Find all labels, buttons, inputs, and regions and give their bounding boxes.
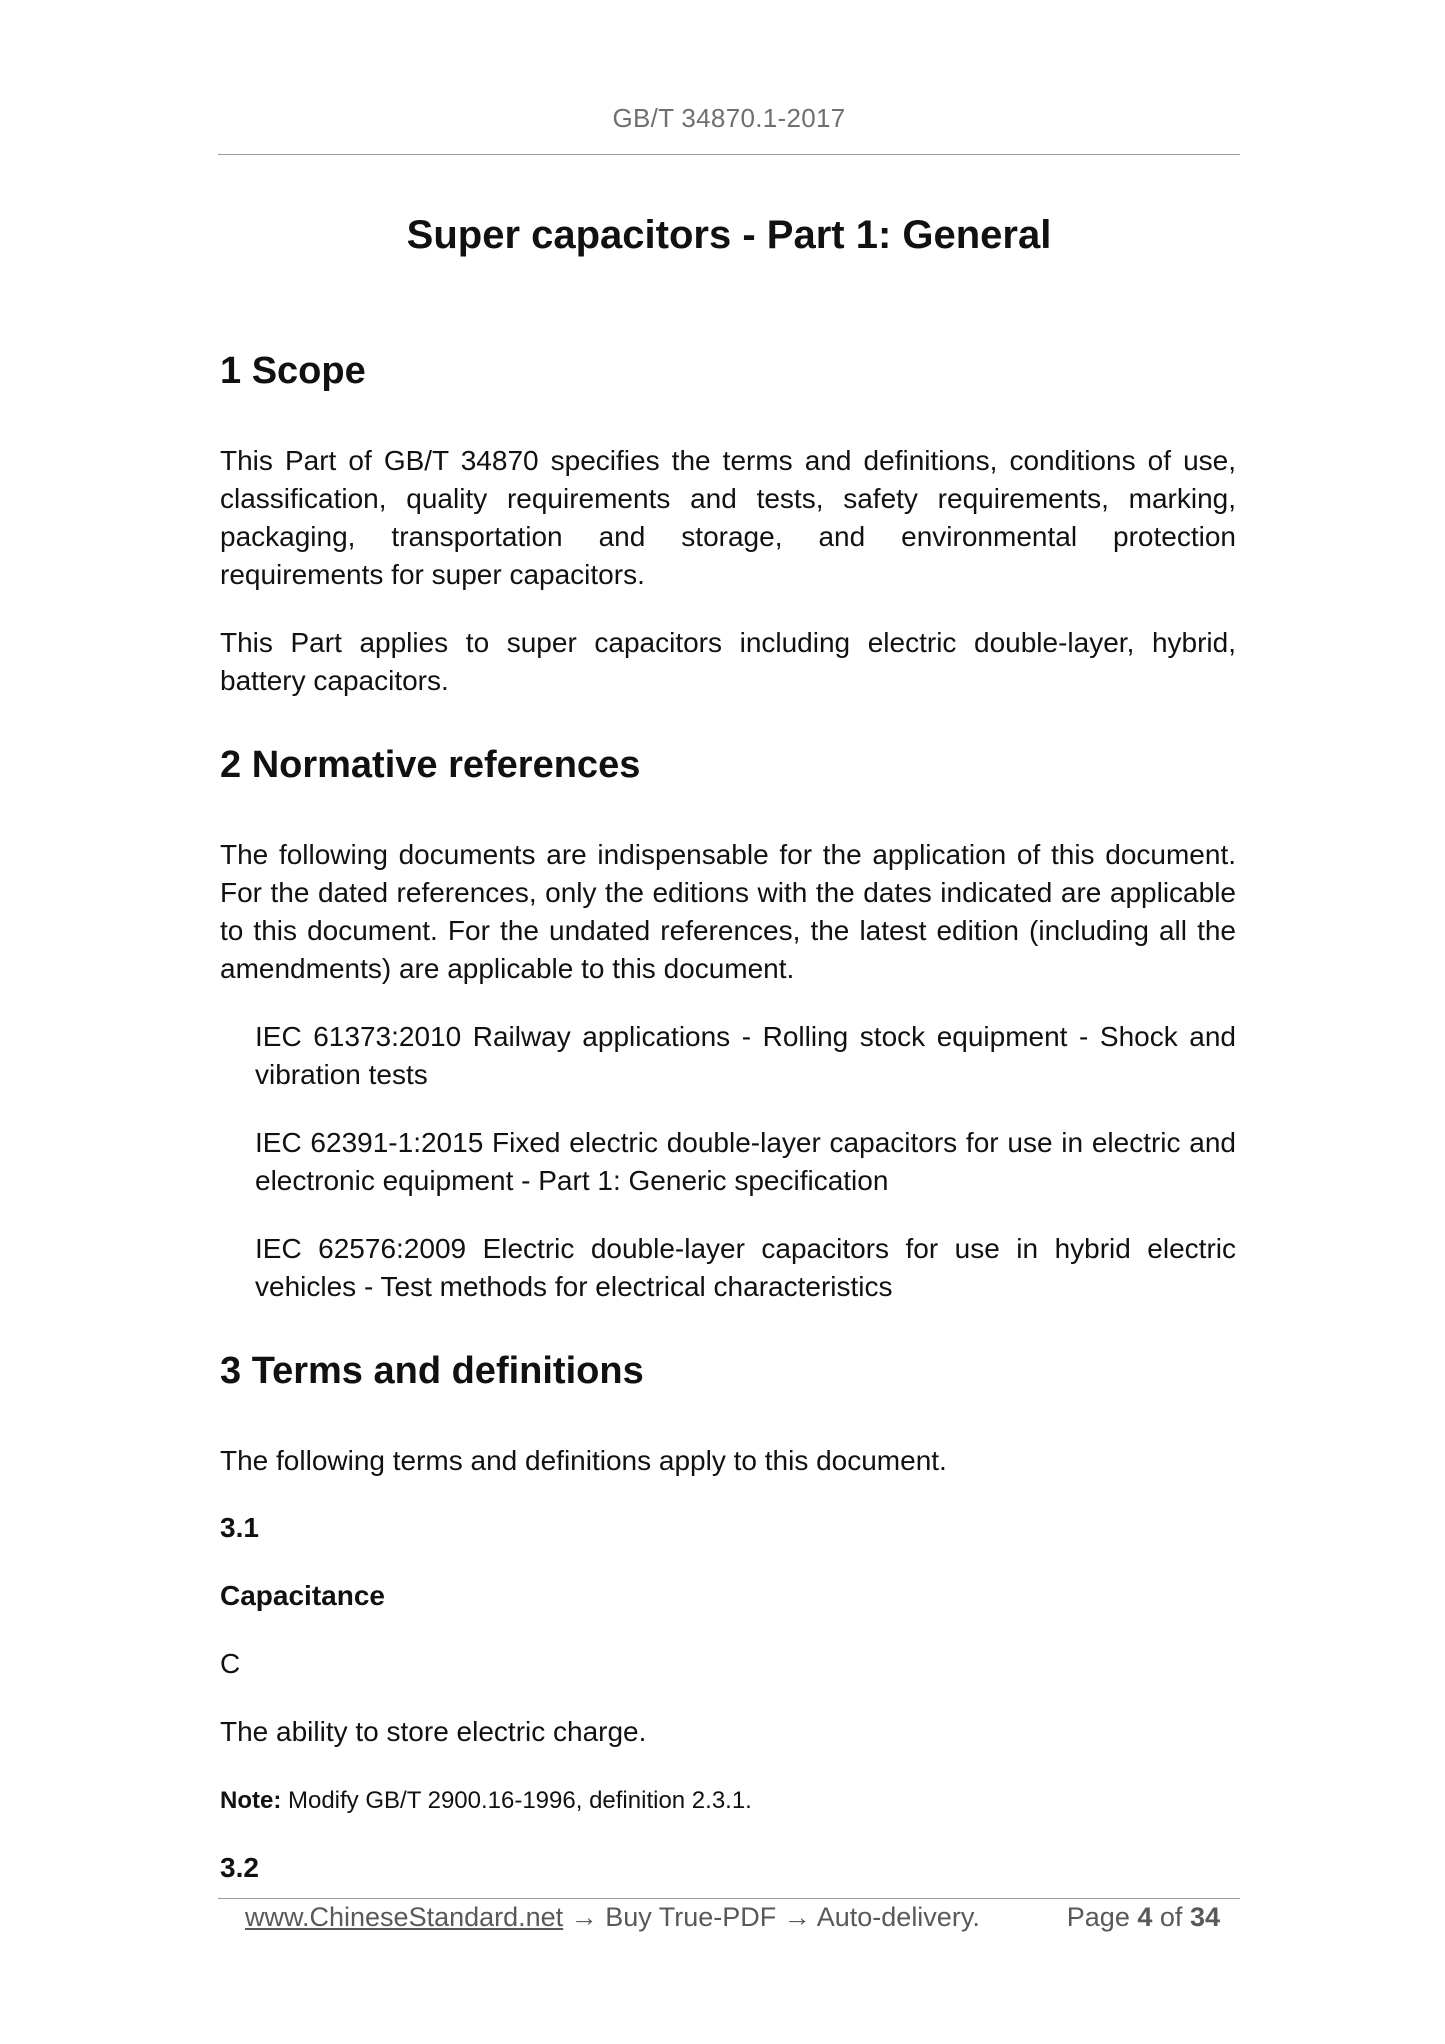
footer-rule: [218, 1898, 1240, 1899]
section-3-intro: The following terms and definitions apply to this document.: [220, 1445, 947, 1476]
footer: [245, 1902, 1220, 1938]
term-definition: The ability to store electric charge.: [220, 1716, 647, 1747]
section-1-heading: 1 Scope: [220, 350, 366, 392]
section-1-paragraph-1: This Part of GB/T 34870 specifies the terms and definitions, conditions of use, classification, quality requirements and tests, safety requirements, marking, packaging, transportation and storage, and environmental protection requirements for super capacitors.: [220, 445, 1236, 590]
footer-text: → Buy True-PDF → Auto-delivery.: [563, 1902, 980, 1932]
section-2-heading: 2 Normative references: [220, 744, 641, 786]
note-label: Note:: [220, 1787, 282, 1814]
term-symbol: C: [220, 1648, 241, 1679]
term-number: 3.1: [220, 1512, 259, 1543]
footer-website-link[interactable]: www.ChineseStandard.net: [245, 1902, 564, 1932]
page-total: 34: [1189, 1902, 1220, 1932]
of-label: of: [1159, 1902, 1183, 1932]
reference-item: IEC 62391-1:2015 Fixed electric double-layer capacitors for use in electric and electronic equipment - Part 1: Generic specification: [255, 1127, 1236, 1196]
header-doc-id: GB/T 34870.1-2017: [612, 103, 846, 133]
page-indicator: [1067, 1902, 1220, 1933]
section-2-intro: The following documents are indispensable for the application of this document. For the dated references, only the editions with the dates indicated are applicable to this document. For the undated references, the latest edition (including all the amendments) are applicable to this document.: [220, 839, 1236, 984]
header-rule: [218, 154, 1240, 155]
reference-item: IEC 62576:2009 Electric double-layer capacitors for use in hybrid electric vehicles - Test methods for electrical characteristics: [255, 1233, 1236, 1302]
term-number: 3.2: [220, 1852, 259, 1883]
page-number: 4: [1137, 1902, 1153, 1932]
page-label: Page: [1066, 1902, 1130, 1932]
term-name: Capacitance: [220, 1580, 385, 1611]
note-text: Modify GB/T 2900.16-1996, definition 2.3.1.: [281, 1787, 752, 1814]
document-title: Super capacitors - Part 1: General: [406, 213, 1052, 257]
section-3-heading: 3 Terms and definitions: [220, 1350, 644, 1392]
section-1-paragraph-2: This Part applies to super capacitors including electric double-layer, hybrid, battery capacitors.: [220, 627, 1236, 696]
term-note: [220, 1787, 752, 1815]
reference-item: IEC 61373:2010 Railway applications - Rolling stock equipment - Shock and vibration tests: [255, 1021, 1236, 1090]
